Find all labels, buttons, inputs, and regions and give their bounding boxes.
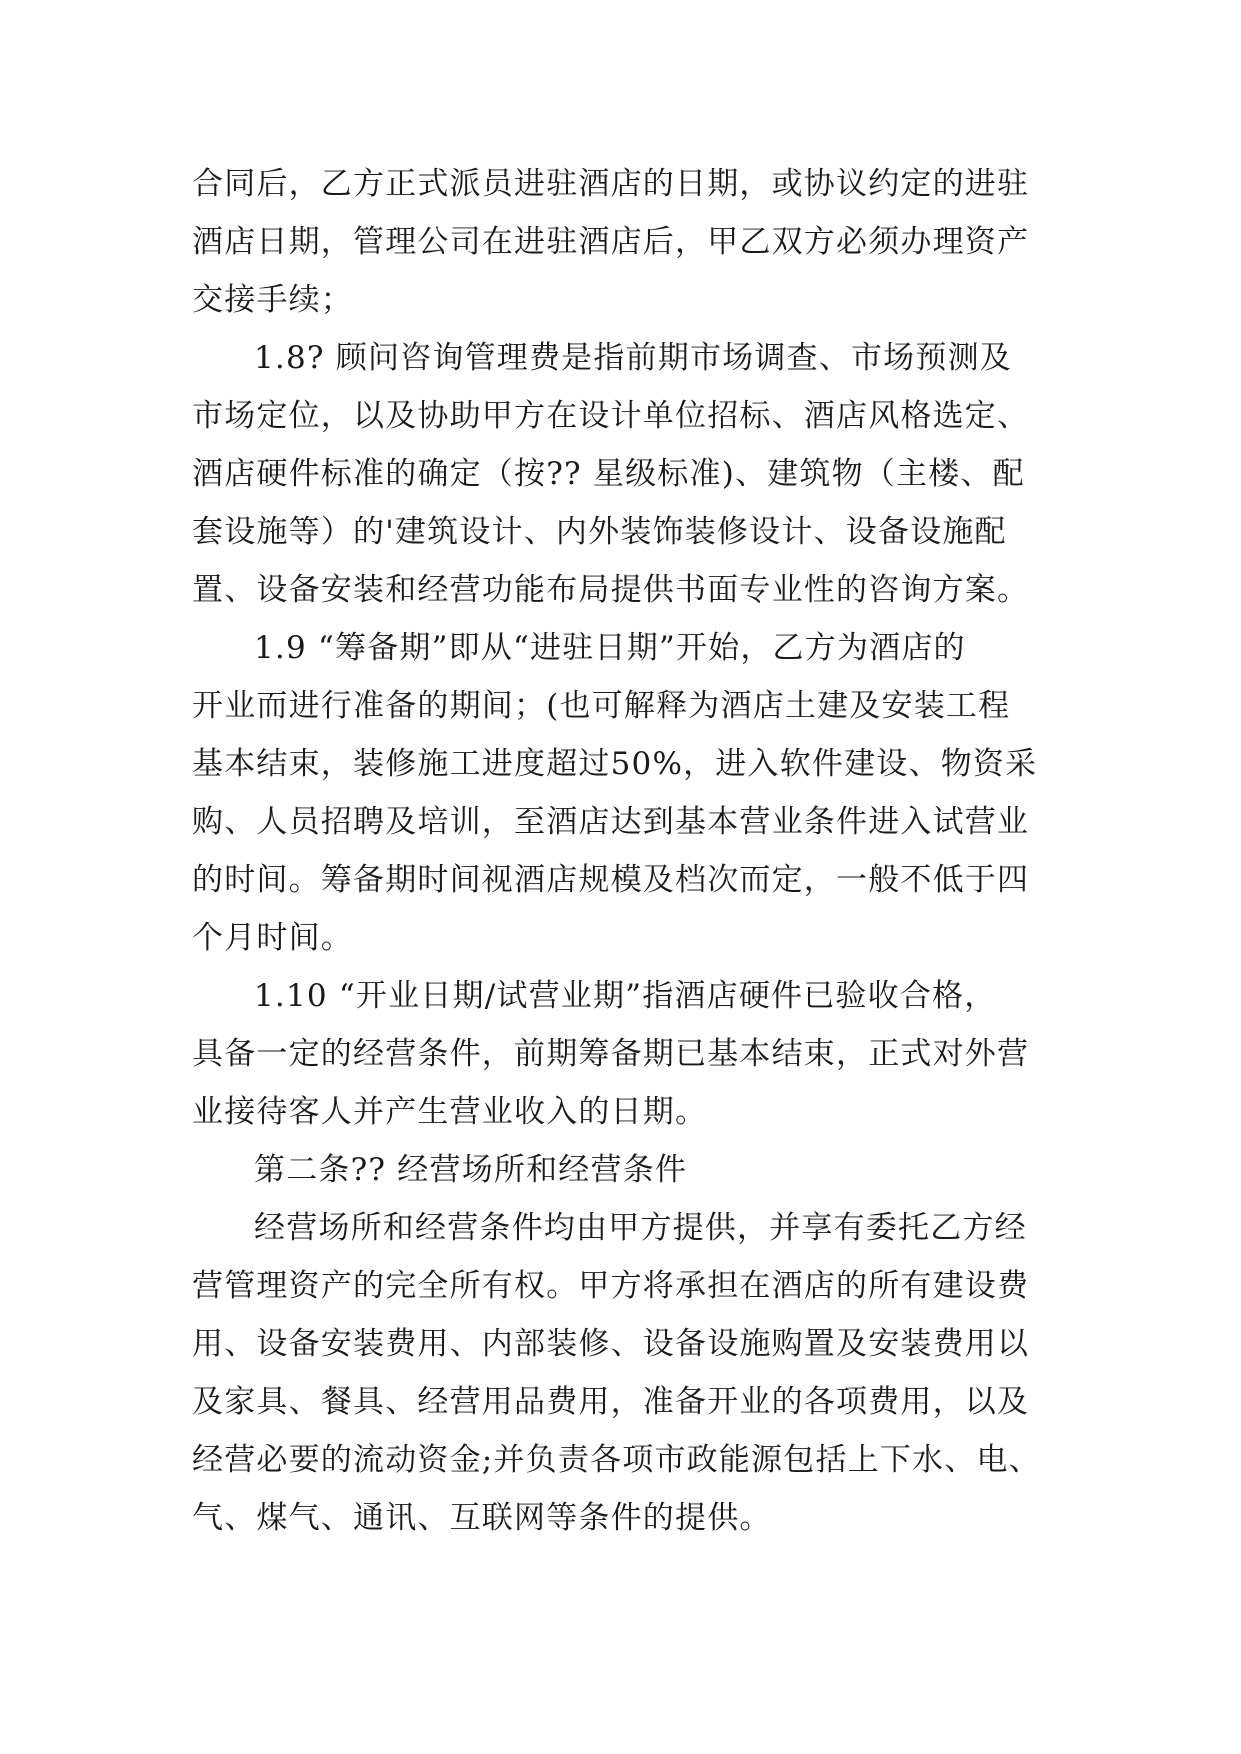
text-line: 置、设备安装和经营功能布局提供书面专业性的咨询方案。 xyxy=(192,572,1030,608)
text-line: 经营场所和经营条件均由甲方提供，并享有委托乙方经 xyxy=(254,1210,1027,1246)
text-line: 1.10 “开业日期/试营业期”指酒店硬件已验收合格， xyxy=(254,978,997,1014)
text-line: 购、人员招聘及培训，至酒店达到基本营业条件进入试营业 xyxy=(192,804,1030,840)
text-line: 1.9 “筹备期”即从“进驻日期”开始，乙方为酒店的 xyxy=(254,630,966,666)
text-line: 气、煤气、通讯、互联网等条件的提供。 xyxy=(192,1500,772,1536)
text-line: 具备一定的经营条件，前期筹备期已基本结束，正式对外营 xyxy=(192,1036,1030,1072)
text-line: 个月时间。 xyxy=(192,920,353,956)
text-line: 交接手续； xyxy=(192,282,353,318)
text-line: 业接待客人并产生营业收入的日期。 xyxy=(192,1094,708,1130)
text-line: 营管理资产的完全所有权。甲方将承担在酒店的所有建设费 xyxy=(192,1268,1030,1304)
text-line: 用、设备安装费用、内部装修、设备设施购置及安装费用以 xyxy=(192,1326,1030,1362)
text-line: 基本结束，装修施工进度超过50%，进入软件建设、物资采 xyxy=(192,746,1038,782)
text-line: 酒店日期，管理公司在进驻酒店后，甲乙双方必须办理资产 xyxy=(192,224,1030,260)
text-line: 1.8? 顾问咨询管理费是指前期市场调查、市场预测及 xyxy=(254,340,1012,376)
text-line: 的时间。筹备期时间视酒店规模及档次而定，一般不低于四 xyxy=(192,862,1030,898)
section-heading: 第二条?? 经营场所和经营条件 xyxy=(254,1152,688,1188)
text-line: 套设施等）的'建筑设计、内外装饰装修设计、设备设施配 xyxy=(192,514,1007,550)
text-line: 合同后，乙方正式派员进驻酒店的日期，或协议约定的进驻 xyxy=(192,166,1030,202)
text-line: 开业而进行准备的期间；(也可解释为酒店土建及安装工程 xyxy=(192,688,1011,724)
text-line: 酒店硬件标准的确定（按?? 星级标准)、建筑物（主楼、配 xyxy=(192,456,1025,492)
text-line: 及家具、餐具、经营用品费用，准备开业的各项费用，以及 xyxy=(192,1384,1030,1420)
text-line: 市场定位，以及协助甲方在设计单位招标、酒店风格选定、 xyxy=(192,398,1030,434)
text-line: 经营必要的流动资金;并负责各项市政能源包括上下水、电、 xyxy=(192,1442,1041,1478)
